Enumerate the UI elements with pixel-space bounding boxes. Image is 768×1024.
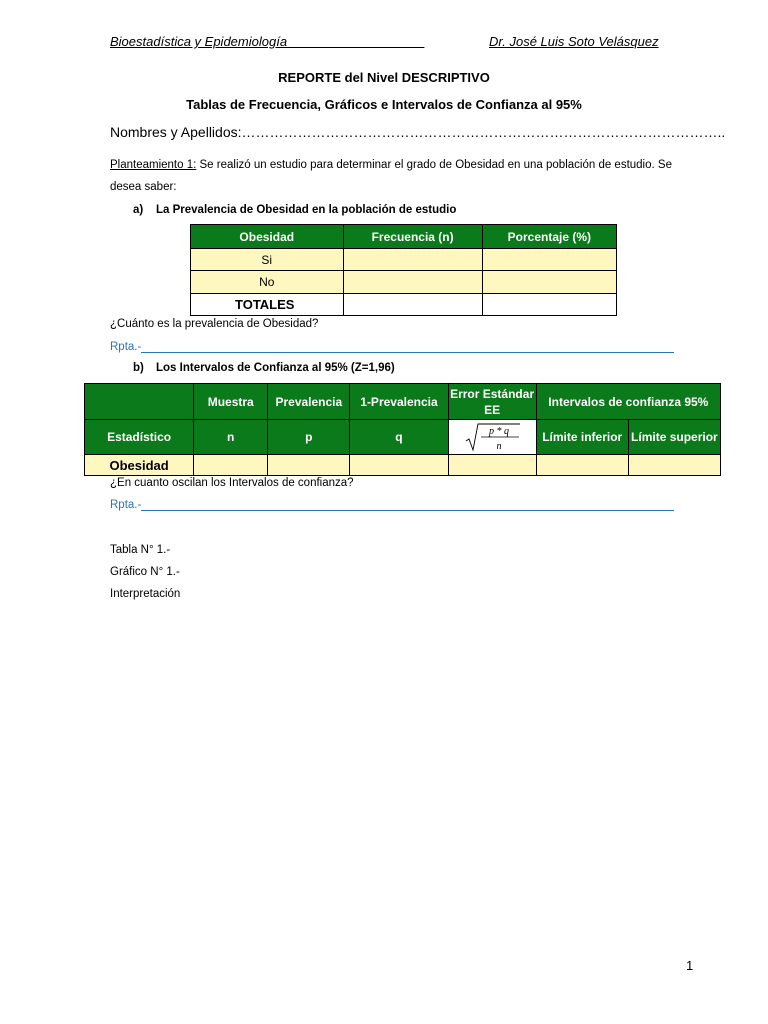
section-b-title: Los Intervalos de Confianza al 95% (Z=1,96) [156,362,395,374]
section-b-marker: b) [133,362,144,374]
statement-label: Planteamiento 1: [110,159,197,171]
ci-cell-q[interactable] [350,455,448,476]
ci-header-prevalencia: Prevalencia [268,384,350,420]
ci-cell-limite-superior[interactable] [628,455,720,476]
ci-header-empty [85,384,194,420]
ci-header-intervalos: Intervalos de confianza 95% [536,384,720,420]
ci-cell-n[interactable] [194,455,268,476]
confidence-interval-table [84,383,721,476]
ci-cell-p[interactable] [268,455,350,476]
ci-row-label-obesidad: Obesidad [85,455,194,476]
cell-frecuencia-si[interactable] [343,249,482,271]
cell-porcentaje-total[interactable] [482,294,616,316]
row-label-no: No [191,271,344,294]
header-author: Dr. José Luis Soto Velásquez [489,34,659,49]
question-a: ¿Cuánto es la prevalencia de Obesidad? [110,318,319,330]
formula-denominator: n [496,441,502,452]
tabla-label: Tabla N° 1.- [110,544,171,556]
page-subtitle: Tablas de Frecuencia, Gráficos e Intervalos de Confianza al 95% [186,97,582,112]
ci-label-p: p [268,420,350,455]
answer-a-line[interactable] [141,352,674,353]
statement [110,159,672,171]
formula-numerator: p * q [489,426,510,437]
prevalence-table [190,224,617,316]
question-b: ¿En cuanto oscilan los Intervalos de confianza? [110,477,354,489]
ci-header-error-estandar: Error Estándar EE [448,384,536,420]
col-header-frecuencia: Frecuencia (n) [343,225,482,249]
sqrt-formula-icon [462,421,522,453]
cell-frecuencia-no[interactable] [343,271,482,294]
ci-cell-ee[interactable] [448,455,536,476]
ci-label-q: q [350,420,448,455]
answer-b-label: Rpta.- [110,499,142,511]
page-number: 1 [686,958,694,973]
cell-frecuencia-total[interactable] [343,294,482,316]
answer-a-label: Rpta.- [110,341,142,353]
col-header-porcentaje: Porcentaje (%) [482,225,616,249]
page-title: REPORTE del Nivel DESCRIPTIVO [278,70,490,85]
names-line: Nombres y Apellidos:………………………………………………………………………………………….. [110,124,726,140]
statement-text: Se realizó un estudio para determinar el grado de Obesidad en una población de estudio. Se [196,159,672,171]
row-label-si: Si [191,249,344,271]
col-header-obesidad: Obesidad [191,225,344,249]
grafico-label: Gráfico N° 1.- [110,566,180,578]
section-a-title: La Prevalencia de Obesidad en la población de estudio [156,204,457,216]
cell-porcentaje-si[interactable] [482,249,616,271]
ee-formula [448,420,536,455]
ci-label-limite-inferior: Límite inferior [536,420,628,455]
ci-label-estadistico: Estadístico [85,420,194,455]
header-course: Bioestadística y Epidemiología___________________ [110,34,425,49]
row-label-totales: TOTALES [191,294,344,316]
statement-text-2: desea saber: [110,181,177,193]
ci-label-limite-superior: Límite superior [628,420,720,455]
answer-b-line[interactable] [141,510,674,511]
cell-porcentaje-no[interactable] [482,271,616,294]
ci-label-n: n [194,420,268,455]
ci-header-1-prevalencia: 1-Prevalencia [350,384,448,420]
ci-header-muestra: Muestra [194,384,268,420]
interpretacion-label: Interpretación [110,588,181,600]
ci-cell-limite-inferior[interactable] [536,455,628,476]
section-a-marker: a) [133,204,144,216]
